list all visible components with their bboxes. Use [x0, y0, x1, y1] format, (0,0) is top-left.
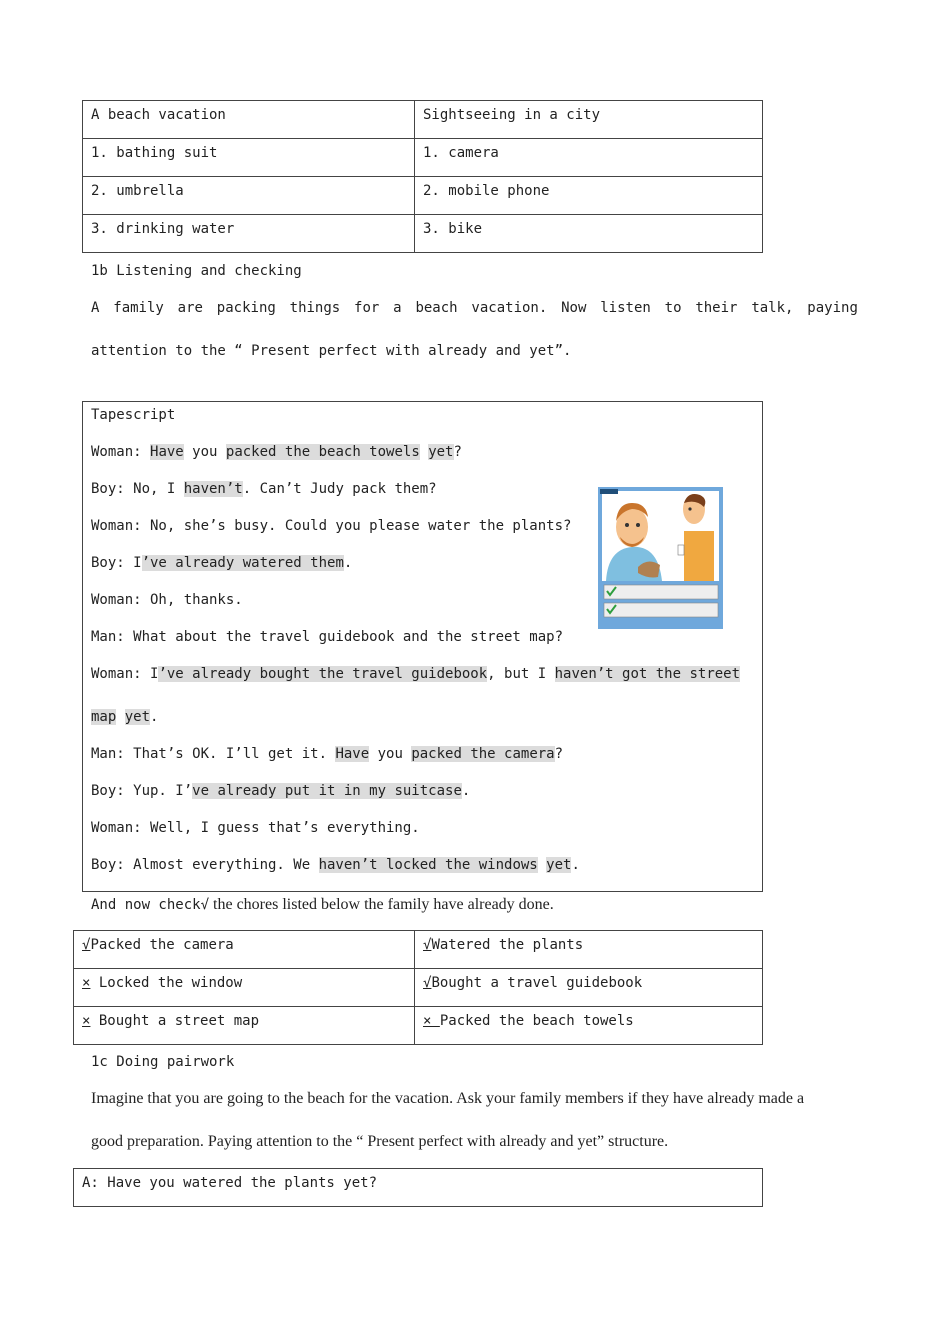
- intro-paragraph-line2: attention to the “ Present perfect with already and yet”.: [91, 343, 572, 359]
- dialogue-line: Boy: Almost everything. We haven’t locked the windows yet.: [91, 857, 580, 873]
- table-row: [83, 177, 763, 215]
- table-cell: 3. bike: [415, 215, 763, 253]
- dialogue-line: Man: What about the travel guidebook and the street map?: [91, 629, 564, 645]
- dialogue-line: map yet.: [91, 709, 159, 725]
- cross-mark: ×: [423, 1013, 440, 1029]
- vacation-items-table: [82, 100, 763, 253]
- word: a: [393, 300, 402, 316]
- table-cell: 3. drinking water: [83, 215, 415, 253]
- table-cell: A beach vacation: [83, 101, 415, 139]
- cartoon-illustration: [598, 487, 723, 629]
- table-cell: 1. bathing suit: [83, 139, 415, 177]
- table-row: [74, 1169, 763, 1207]
- cross-mark: ×: [82, 975, 91, 991]
- intro-paragraph-line1: [91, 300, 858, 316]
- dialogue-line: Boy: No, I haven’t. Can’t Judy pack them?: [91, 481, 437, 497]
- dialogue-line: Woman: Well, I guess that’s everything.: [91, 820, 420, 836]
- tapescript-box: [82, 401, 763, 892]
- check-mark: √: [82, 937, 91, 953]
- table-row: [74, 969, 763, 1007]
- word: Now: [561, 300, 587, 316]
- pairwork-table: [73, 1168, 763, 1207]
- table-cell: 1. camera: [415, 139, 763, 177]
- word: packing: [216, 300, 276, 316]
- dialogue-line: Boy: I’ve already watered them.: [91, 555, 353, 571]
- dialogue-line: Woman: Have you packed the beach towels yet?: [91, 444, 462, 460]
- word: beach: [415, 300, 458, 316]
- table-cell: Sightseeing in a city: [415, 101, 763, 139]
- checklist-item: × Locked the window: [74, 969, 415, 1007]
- word: to: [664, 300, 682, 316]
- word: listen: [600, 300, 651, 316]
- table-cell: 2. umbrella: [83, 177, 415, 215]
- pairwork-paragraph-line2: good preparation. Paying attention to the “ Present perfect with already and yet” structure.: [91, 1133, 669, 1150]
- word: are: [177, 300, 203, 316]
- table-row: [74, 931, 763, 969]
- word: their: [695, 300, 738, 316]
- word: paying: [807, 300, 858, 316]
- checklist-item: √Packed the camera: [74, 931, 415, 969]
- people-talking-icon: [598, 487, 723, 629]
- section-title: 1b Listening and checking: [91, 263, 302, 279]
- dialogue-line: Man: That’s OK. I’ll get it. Have you packed the camera?: [91, 746, 564, 762]
- dialogue-line: Woman: I’ve already bought the travel guidebook, but I haven’t got the street: [91, 666, 741, 682]
- word: A: [91, 300, 100, 316]
- check-mark: √: [423, 937, 432, 953]
- cross-mark: ×: [82, 1013, 91, 1029]
- table-cell: A: Have you watered the plants yet?: [74, 1169, 763, 1207]
- table-row: [83, 139, 763, 177]
- pairwork-paragraph-line1: Imagine that you are going to the beach for the vacation. Ask your family members if they have already made a: [91, 1090, 805, 1107]
- table-row: [83, 215, 763, 253]
- chores-checklist-table: [73, 930, 763, 1045]
- table-cell: 2. mobile phone: [415, 177, 763, 215]
- dialogue-line: Woman: Oh, thanks.: [91, 592, 243, 608]
- tapescript-title: Tapescript: [91, 407, 176, 423]
- table-row: [74, 1007, 763, 1045]
- dialogue-line: Boy: Yup. I’ve already put it in my suitcase.: [91, 783, 471, 799]
- word: talk,: [751, 300, 794, 316]
- checklist-item: × Bought a street map: [74, 1007, 415, 1045]
- word: things: [289, 300, 341, 316]
- section-title: 1c Doing pairwork: [91, 1054, 235, 1070]
- checklist-item: √Bought a travel guidebook: [415, 969, 763, 1007]
- checklist-item: × Packed the beach towels: [415, 1007, 763, 1045]
- dialogue-line: Woman: No, she’s busy. Could you please water the plants?: [91, 518, 572, 534]
- word: family: [113, 300, 164, 316]
- word: for: [354, 300, 380, 316]
- check-mark: √: [423, 975, 432, 991]
- table-row: [83, 101, 763, 139]
- checklist-item: √Watered the plants: [415, 931, 763, 969]
- word: vacation.: [471, 300, 548, 316]
- check-instruction: And now check√ the chores listed below the family have already done.: [91, 896, 554, 913]
